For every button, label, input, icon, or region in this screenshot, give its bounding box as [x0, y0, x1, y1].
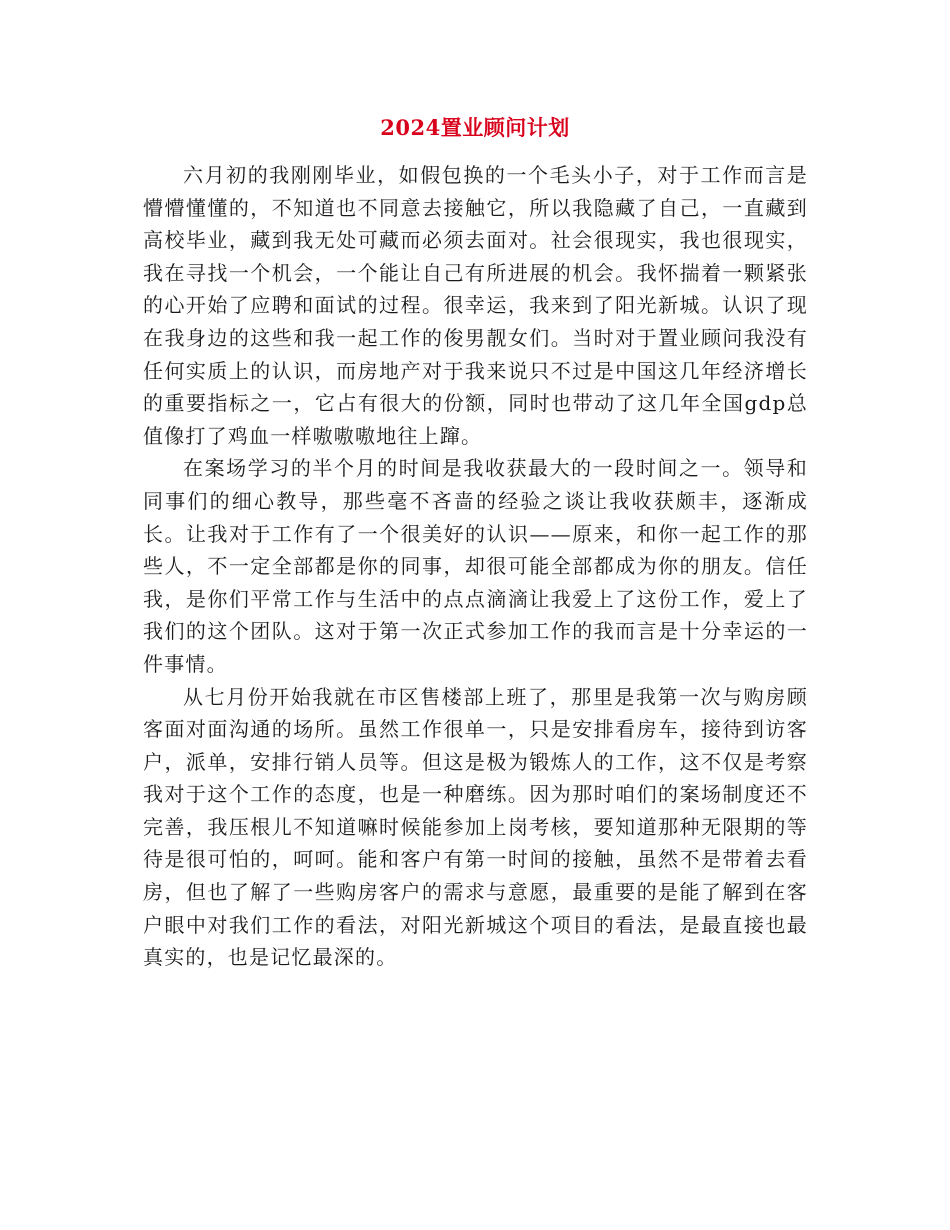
paragraph-3: 从七月份开始我就在市区售楼部上班了，那里是我第一次与购房顾客面对面沟通的场所。虽然工作很单一，只是安排看房车，接待到访客户，派单，安排行销人员等。但这是极为锻炼人的工作，这不仅是考察我对于这个工作的态度，也是一种磨练。因为那时咱们的案场制度还不完善，我压根儿不知道嘛时候能参加上岗考核，要知道那种无限期的等待是很可怕的，呵呵。能和客户有第一时间的接触，虽然不是带着去看房，但也了解了一些购房客户的需求与意愿，最重要的是能了解到在客户眼中对我们工作的看法，对阳光新城这个项目的看法，是最直接也最真实的，也是记忆最深的。: [143, 684, 808, 970]
document-body: [143, 159, 808, 974]
document-title: 2024置业顾问计划: [380, 115, 570, 140]
paragraph-1: 六月初的我刚刚毕业，如假包换的一个毛头小子，对于工作而言是懵懵懂懂的，不知道也不同意去接触它，所以我隐藏了自己，一直藏到高校毕业，藏到我无处可藏而必须去面对。社会很现实，我也很现实，我在寻找一个机会，一个能让自己有所进展的机会。我怀揣着一颗紧张的心开始了应聘和面试的过程。很幸运，我来到了阳光新城。认识了现在我身边的这些和我一起工作的俊男靓女们。当时对于置业顾问我没有任何实质上的认识，而房地产对于我来说只不过是中国这几年经济增长的重要指标之一，它占有很大的份额，同时也带动了这几年全国gdp总值像打了鸡血一样嗷嗷嗷地往上蹿。: [143, 163, 808, 448]
paragraph-2: 在案场学习的半个月的时间是我收获最大的一段时间之一。领导和同事们的细心教导，那些毫不吝啬的经验之谈让我收获颇丰，逐渐成长。让我对于工作有了一个很美好的认识——原来，和你一起工作的那些人，不一定全部都是你的同事，却很可能全部都成为你的朋友。信任我，是你们平常工作与生活中的点点滴滴让我爱上了这份工作，爱上了我们的这个团队。这对于第一次正式参加工作的我而言是十分幸运的一件事情。: [143, 456, 808, 676]
